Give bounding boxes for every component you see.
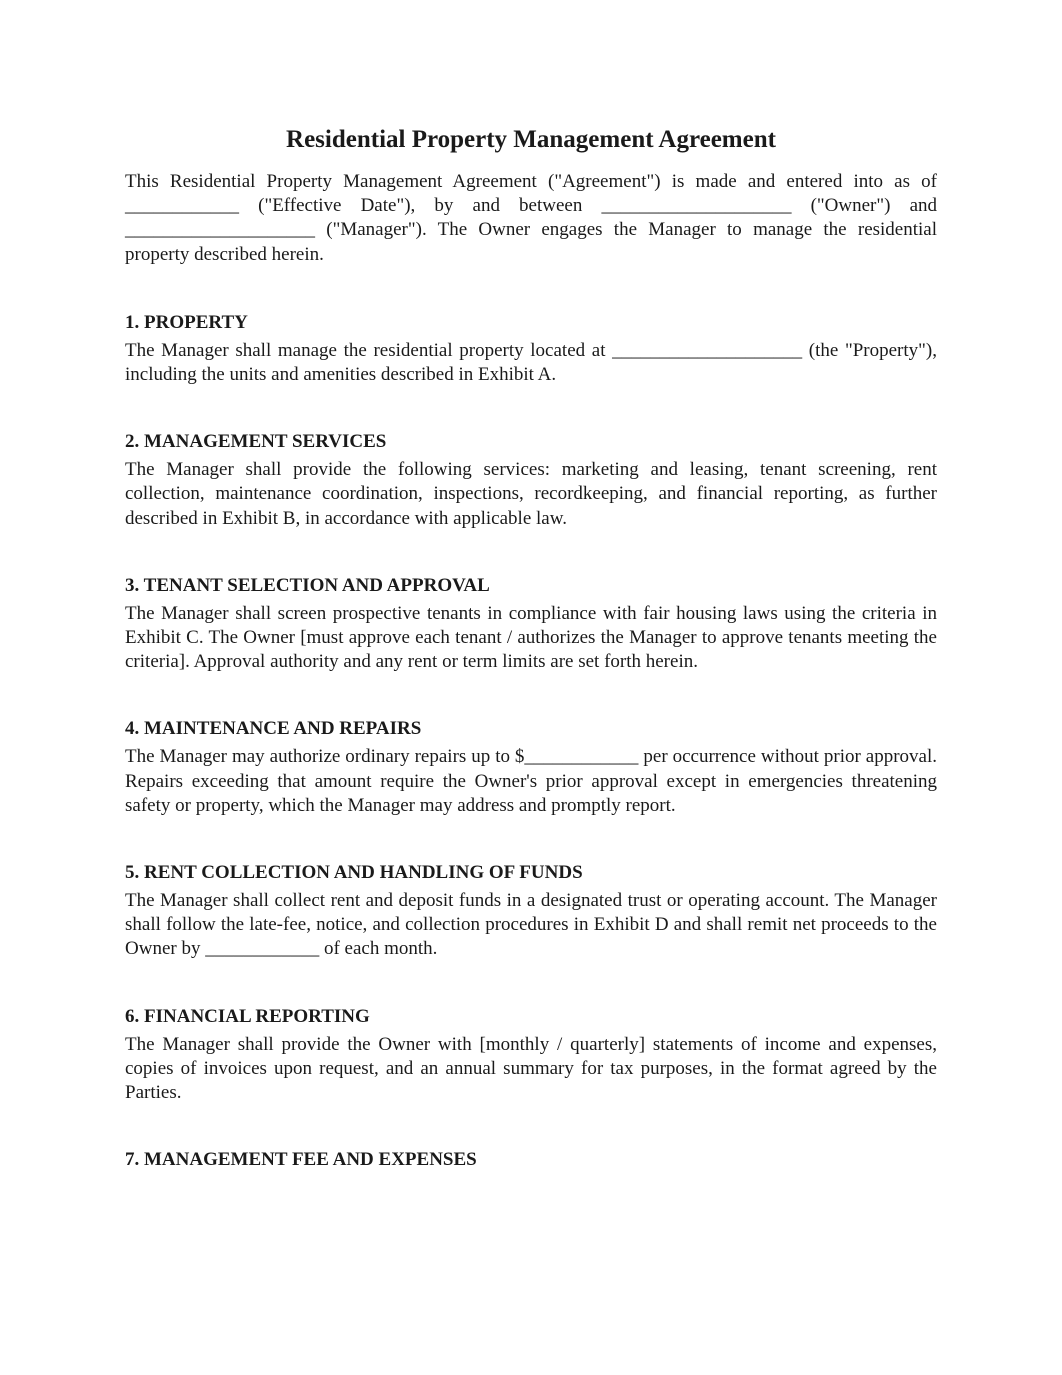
section-maintenance-repairs (125, 717, 937, 818)
section-property (125, 311, 937, 387)
section-management-fee (125, 1148, 937, 1172)
section-body: The Manager shall manage the residential property located at ____________________ (the "Property"), including the units and amenities described in Exhibit A. (125, 339, 937, 386)
section-body: The Manager shall provide the following services: marketing and leasing, tenant screening, rent collection, maintenance coordination, inspections, recordkeeping, and financial reporting, as further described in Exhibit B, in accordance with applicable law. (125, 459, 937, 529)
document-title: Residential Property Management Agreement (286, 126, 776, 153)
section-body: The Manager shall provide the Owner with [monthly / quarterly] statements of income and expenses, copies of invoices upon request, and an annual summary for tax purposes, in the format agreed by the Parties. (125, 1033, 937, 1104)
section-tenant-selection (125, 574, 937, 675)
section-heading: 3. TENANT SELECTION AND APPROVAL (125, 574, 490, 596)
section-heading: 7. MANAGEMENT FEE AND EXPENSES (125, 1149, 477, 1171)
section-body: The Manager may authorize ordinary repairs up to $____________ per occurrence without prior approval. Repairs exceeding that amount require the Owner's prior approval except in emergencies threatening safety or property, which the Manager may address and promptly report. (125, 746, 937, 816)
section-financial-reporting (125, 1005, 937, 1106)
section-management-services (125, 430, 937, 531)
intro-paragraph: This Residential Property Management Agreement ("Agreement") is made and entered into as of ____________ ("Effective Date"), by and between ____________________ ("Owner") and ____________________ ("Manager"). The Owner engages the Manager to manage the residential property described herein. (125, 171, 937, 265)
section-heading: 2. MANAGEMENT SERVICES (125, 431, 387, 453)
section-heading: 1. PROPERTY (125, 311, 248, 333)
section-body: The Manager shall screen prospective tenants in compliance with fair housing laws using the criteria in Exhibit C. The Owner [must approve each tenant / authorizes the Manager to approve tenants meeting the criteria]. Approval authority and any rent or term limits are set forth herein. (125, 602, 937, 673)
section-rent-collection (125, 861, 937, 962)
section-heading: 5. RENT COLLECTION AND HANDLING OF FUNDS (125, 862, 583, 884)
section-heading: 6. FINANCIAL REPORTING (125, 1005, 370, 1027)
document-content (125, 124, 937, 1176)
section-body: The Manager shall collect rent and deposit funds in a designated trust or operating account. The Manager shall follow the late-fee, notice, and collection procedures in Exhibit D and shall remit net proceeds to the Owner by ____________ of each month. (125, 890, 937, 960)
section-heading: 4. MAINTENANCE AND REPAIRS (125, 718, 422, 740)
